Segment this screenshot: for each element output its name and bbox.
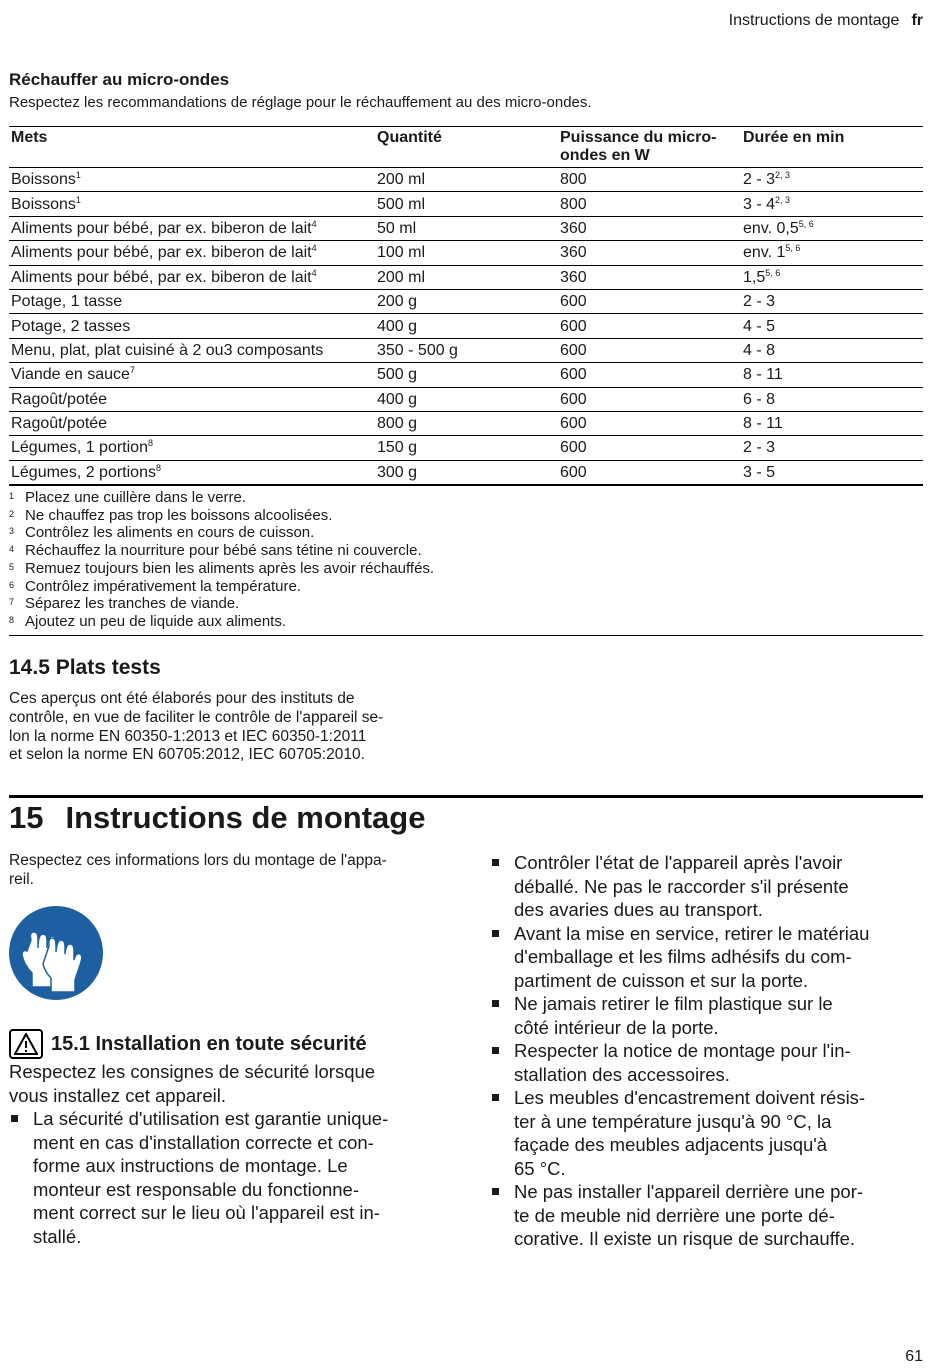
footnote: [9, 560, 923, 578]
footnote-ref: 4: [311, 267, 317, 278]
mets-text: Potage, 1 tasse: [11, 293, 123, 311]
text-line: Ne pas installer l'appareil derrière une por-: [514, 1181, 864, 1202]
bullet-item: [490, 1086, 922, 1180]
warning-icon: [9, 1029, 43, 1059]
text-line: partiment de cuisson et sur la porte.: [514, 969, 809, 991]
section-heading-14-5: 14.5 Plats tests: [9, 656, 161, 679]
cell-mets: [9, 168, 375, 192]
footnote-number: 2: [9, 508, 15, 519]
footnote-ref: 2, 3: [775, 170, 791, 181]
duration-text: 2 - 3: [743, 293, 776, 311]
mets-text: Aliments pour bébé, par ex. biberon de lait: [11, 244, 312, 262]
cell-mets: [9, 460, 375, 485]
mets-text: Boissons: [11, 195, 76, 213]
subsection-heading-15-1: [9, 1029, 367, 1059]
table-row: [9, 168, 923, 192]
cell-duration: [741, 168, 923, 192]
cell-power: 800: [558, 192, 741, 216]
cell-mets: [9, 387, 375, 411]
chapter-title: Instructions de montage: [65, 800, 426, 835]
table-row: [9, 411, 923, 435]
col-header: Quantité: [375, 127, 558, 168]
text-line: monteur est responsable du fonctionne-: [33, 1178, 360, 1200]
table-row: [9, 265, 923, 289]
safety-list-left: [9, 1107, 439, 1248]
cell-mets: [9, 265, 375, 289]
footnote-text: Contrôlez les aliments en cours de cuisson.: [25, 524, 315, 542]
duration-text: 6 - 8: [743, 390, 776, 408]
footnote-ref: 4: [311, 243, 317, 254]
footnote-ref: 1: [75, 194, 81, 205]
cell-power: 800: [558, 168, 741, 192]
cell-duration: [741, 460, 923, 485]
mets-text: Boissons: [11, 171, 76, 189]
footnote-number: 5: [9, 561, 15, 572]
duration-text: 3 - 4: [743, 195, 776, 213]
text-line: Les meubles d'encastrement doivent résis-: [514, 1087, 866, 1108]
footnote-ref: 8: [147, 438, 153, 449]
table-footnotes: [9, 489, 923, 636]
cell-duration: [741, 241, 923, 265]
text-line: ment en cas d'installation correcte et con-: [33, 1131, 374, 1153]
cell-mets: [9, 216, 375, 240]
cell-quantity: 50 ml: [375, 216, 558, 240]
footnote-number: 4: [9, 544, 15, 555]
cell-mets: [9, 314, 375, 338]
cell-power: 600: [558, 387, 741, 411]
footnote-number: 7: [9, 597, 15, 608]
microwave-title: Réchauffer au micro-ondes: [9, 70, 230, 89]
table-row: [9, 314, 923, 338]
cell-power: 600: [558, 289, 741, 313]
montage-intro: [9, 851, 441, 889]
cell-duration: [741, 363, 923, 387]
mets-text: Aliments pour bébé, par ex. biberon de lait: [11, 268, 312, 286]
cell-duration: [741, 314, 923, 338]
table-row: [9, 338, 923, 362]
cell-quantity: 400 g: [375, 387, 558, 411]
header-title: Instructions de montage: [728, 12, 900, 29]
text-line: déballé. Ne pas le raccorder s'il présente: [514, 875, 849, 897]
footnote-number: 6: [9, 579, 15, 590]
cell-quantity: 500 ml: [375, 192, 558, 216]
text-line: corative. Il existe un risque de surchauffe.: [514, 1228, 856, 1249]
table-row: [9, 216, 923, 240]
cell-power: 600: [558, 314, 741, 338]
cell-duration: [741, 436, 923, 460]
cell-quantity: 400 g: [375, 314, 558, 338]
bullet-item: [490, 1039, 922, 1086]
footnote-ref: 7: [129, 365, 135, 376]
footnote-ref: 5, 6: [765, 267, 781, 278]
running-header: [729, 12, 923, 30]
duration-text: env. 0,5: [743, 219, 799, 237]
footnote-ref: 8: [155, 462, 161, 473]
microwave-intro: Respectez les recommandations de réglage pour le réchauffement au des micro-ondes.: [9, 94, 592, 111]
mets-text: Viande en sauce: [11, 366, 130, 384]
footnote: [9, 524, 923, 542]
cell-quantity: 350 - 500 g: [375, 338, 558, 362]
text-line: Respectez les consignes de sécurité lorsque: [9, 1061, 376, 1082]
cell-power: 360: [558, 265, 741, 289]
footnote: [9, 578, 923, 596]
cell-quantity: 300 g: [375, 460, 558, 485]
mets-text: Ragoût/potée: [11, 390, 108, 408]
text-line: des avaries dues au transport.: [514, 899, 763, 920]
footnote: [9, 507, 923, 525]
table-row: [9, 460, 923, 485]
cell-mets: [9, 363, 375, 387]
text-line: Respectez ces informations lors du montage de l'appa-: [9, 852, 387, 869]
cell-duration: [741, 216, 923, 240]
text-line: 65 °C.: [514, 1157, 566, 1179]
cell-mets: [9, 192, 375, 216]
footnote: [9, 542, 923, 560]
footnote: [9, 489, 923, 507]
duration-text: 1,5: [743, 268, 766, 286]
chapter-rule: [9, 795, 923, 798]
cell-quantity: 200 g: [375, 289, 558, 313]
mets-text: Ragoût/potée: [11, 415, 108, 433]
plats-tests-paragraph: [9, 690, 441, 765]
cell-power: 600: [558, 411, 741, 435]
cell-mets: [9, 436, 375, 460]
duration-text: 2 - 3: [743, 171, 776, 189]
text-line: te de meuble nid derrière une porte dé-: [514, 1204, 835, 1226]
footnote-text: Remuez toujours bien les aliments après les avoir réchauffés.: [25, 559, 435, 577]
text-line: et selon la norme EN 60705:2012, IEC 60705:2010.: [9, 746, 365, 764]
bullet-item: [490, 1180, 922, 1251]
safety-intro: [9, 1060, 439, 1107]
duration-text: 3 - 5: [743, 463, 776, 481]
cell-quantity: 500 g: [375, 363, 558, 387]
duration-text: 2 - 3: [743, 439, 776, 457]
text-line: d'emballage et les films adhésifs du com-: [514, 946, 852, 967]
mets-text: Potage, 2 tasses: [11, 317, 131, 335]
microwave-table: [9, 126, 923, 486]
cell-quantity: 200 ml: [375, 265, 558, 289]
table-row: [9, 289, 923, 313]
duration-text: 4 - 5: [743, 317, 776, 335]
footnote-number: 8: [9, 614, 15, 625]
footnote-text: Contrôlez impérativement la température.: [25, 577, 301, 595]
cell-duration: [741, 387, 923, 411]
mets-text: Légumes, 2 portions: [11, 463, 156, 481]
text-line: côté intérieur de la porte.: [514, 1016, 719, 1038]
col-header: Durée en min: [741, 127, 923, 168]
safety-list-right: [490, 851, 922, 1251]
mets-text: Aliments pour bébé, par ex. biberon de lait: [11, 219, 312, 237]
cell-quantity: 800 g: [375, 411, 558, 435]
table-header-row: [9, 127, 923, 168]
cell-duration: [741, 411, 923, 435]
text-line: Avant la mise en service, retirer le matériau: [514, 922, 870, 944]
text-line: stallation des accessoires.: [514, 1063, 730, 1085]
chapter-number: 15: [9, 800, 44, 835]
footnote-ref: 1: [75, 170, 81, 181]
footnote-text: Réchauffez la nourriture pour bébé sans tétine ni couvercle.: [25, 542, 422, 560]
mets-text: Légumes, 1 portion: [11, 439, 148, 457]
cell-mets: [9, 241, 375, 265]
cell-power: 600: [558, 436, 741, 460]
mets-text: Menu, plat, plat cuisiné à 2 ou3 composants: [11, 341, 324, 359]
duration-text: 8 - 11: [743, 415, 783, 433]
footnote-number: 1: [9, 491, 15, 501]
subsection-title: 15.1 Installation en toute sécurité: [51, 1032, 367, 1055]
footnote-text: Ne chauffez pas trop les boissons alcoolisées.: [25, 506, 333, 524]
cell-power: 600: [558, 363, 741, 387]
text-line: Contrôler l'état de l'appareil après l'avoir: [514, 852, 843, 873]
footnote-text: Séparez les tranches de viande.: [25, 595, 240, 613]
page-number: 61: [905, 1348, 923, 1365]
footnote-ref: 5, 6: [798, 218, 814, 229]
chapter-heading: [9, 800, 425, 836]
footnote: [9, 595, 923, 613]
footnote: [9, 613, 923, 631]
footnote-ref: 4: [311, 218, 317, 229]
text-line: vous installez cet appareil.: [9, 1084, 226, 1106]
cell-power: 600: [558, 460, 741, 485]
cell-mets: [9, 411, 375, 435]
text-line: façade des meubles adjacents jusqu'à: [514, 1134, 828, 1155]
text-line: ment correct sur le lieu où l'appareil est in-: [33, 1202, 380, 1223]
table-row: [9, 241, 923, 265]
duration-text: 4 - 8: [743, 341, 776, 359]
text-line: lon la norme EN 60350-1:2013 et IEC 60350-1:2011: [9, 727, 367, 745]
cell-quantity: 100 ml: [375, 241, 558, 265]
bullet-item: [490, 992, 922, 1039]
bullet-item: [9, 1107, 439, 1248]
table-row: [9, 387, 923, 411]
cell-duration: [741, 289, 923, 313]
text-line: Respecter la notice de montage pour l'in-: [514, 1040, 851, 1061]
protective-gloves-icon: [9, 906, 103, 1000]
cell-power: 360: [558, 241, 741, 265]
cell-mets: [9, 338, 375, 362]
footnote-ref: 2, 3: [775, 194, 791, 205]
cell-duration: [741, 192, 923, 216]
footnote-text: Ajoutez un peu de liquide aux aliments.: [25, 612, 287, 630]
cell-duration: [741, 338, 923, 362]
cell-quantity: 200 ml: [375, 168, 558, 192]
bullet-item: [490, 851, 922, 922]
bullet-item: [490, 922, 922, 993]
footnote-number: 3: [9, 526, 15, 537]
table-row: [9, 436, 923, 460]
duration-text: env. 1: [743, 244, 786, 262]
cell-duration: [741, 265, 923, 289]
duration-text: 8 - 11: [743, 366, 783, 384]
cell-quantity: 150 g: [375, 436, 558, 460]
cell-mets: [9, 289, 375, 313]
cell-power: 360: [558, 216, 741, 240]
header-lang: fr: [911, 12, 923, 29]
text-line: stallé.: [33, 1225, 82, 1247]
footnote-ref: 5, 6: [785, 243, 801, 254]
footnote-text: Placez une cuillère dans le verre.: [25, 489, 246, 506]
text-line: La sécurité d'utilisation est garantie unique-: [33, 1108, 389, 1129]
text-line: reil.: [9, 871, 34, 888]
col-header: Mets: [9, 127, 375, 168]
text-line: Ces aperçus ont été élaborés pour des instituts de: [9, 690, 355, 707]
text-line: ter à une température jusqu'à 90 °C, la: [514, 1110, 832, 1132]
cell-power: 600: [558, 338, 741, 362]
text-line: forme aux instructions de montage. Le: [33, 1155, 348, 1176]
table-row: [9, 192, 923, 216]
text-line: contrôle, en vue de faciliter le contrôle de l'appareil se-: [9, 708, 384, 726]
table-row: [9, 363, 923, 387]
col-header: Puissance du micro-ondes en W: [558, 127, 741, 168]
text-line: Ne jamais retirer le film plastique sur le: [514, 993, 833, 1014]
